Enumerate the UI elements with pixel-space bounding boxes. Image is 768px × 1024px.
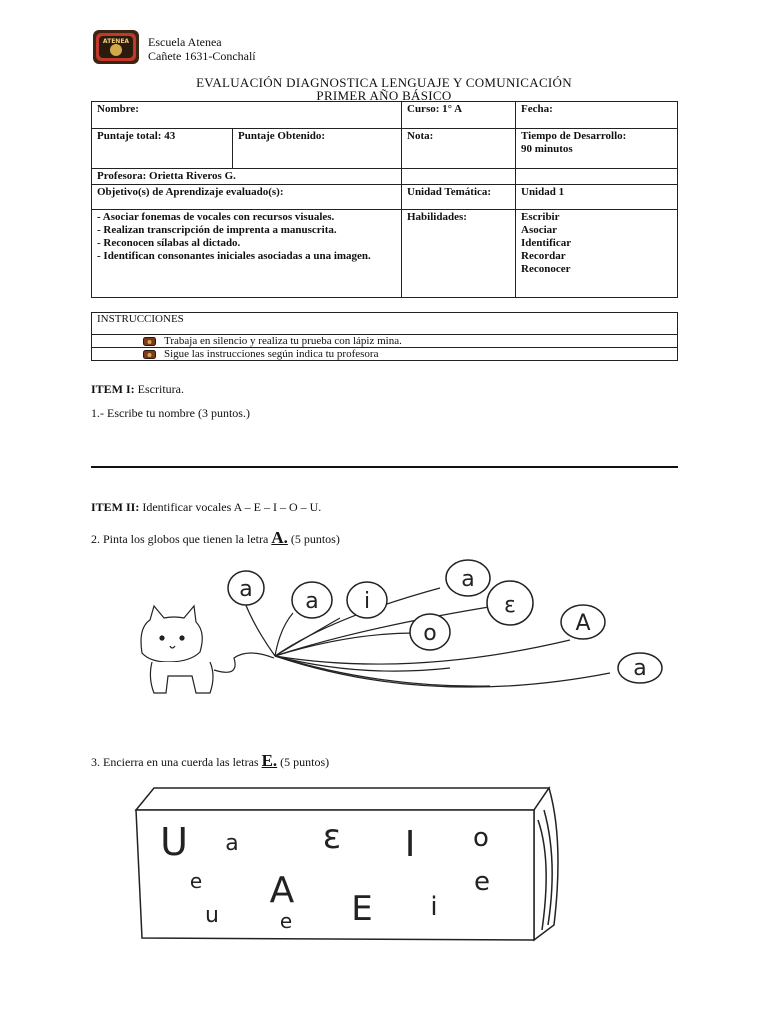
balloons-illustration[interactable] bbox=[130, 558, 690, 708]
habilidad-item: Reconocer bbox=[521, 263, 571, 275]
puntaje-obtenido-cell: Puntaje Obtenido: bbox=[233, 129, 402, 169]
school-logo bbox=[92, 29, 140, 65]
unidad-tematica-cell: Unidad Temática: bbox=[402, 185, 516, 210]
book-illustration[interactable] bbox=[134, 780, 574, 950]
q3-points: (5 puntos) bbox=[280, 755, 330, 769]
item1-heading bbox=[91, 382, 184, 397]
instructions-table bbox=[91, 312, 678, 361]
habilidades-list bbox=[516, 210, 678, 298]
book-letter: e bbox=[279, 909, 293, 933]
school-info bbox=[148, 35, 256, 63]
instruction-row bbox=[92, 348, 678, 361]
book-top bbox=[136, 788, 549, 810]
curso-cell: Curso: 1° A bbox=[402, 102, 516, 129]
fecha-cell: Fecha: bbox=[516, 102, 678, 129]
balloon-letter: ε bbox=[504, 593, 516, 618]
balloon-letter: i bbox=[363, 589, 371, 614]
exam-subtitle: PRIMER AÑO BÁSICO bbox=[316, 88, 452, 103]
balloon-letter: a bbox=[305, 589, 319, 614]
school-address: Cañete 1631-Conchalí bbox=[148, 49, 256, 63]
item2-label: ITEM II: bbox=[91, 500, 140, 514]
item2-heading bbox=[91, 500, 321, 515]
book-letter: e bbox=[474, 867, 490, 897]
logo-bullet-icon bbox=[143, 350, 156, 359]
habilidad-item: Identificar bbox=[521, 237, 572, 249]
objetivo-item: - Reconocen sílabas al dictado. bbox=[97, 237, 241, 249]
book-letter: i bbox=[430, 892, 438, 922]
puntaje-total-cell: Puntaje total: 43 bbox=[92, 129, 233, 169]
objetivo-item: - Identifican consonantes iniciales asociadas a una imagen. bbox=[97, 250, 371, 262]
book-letter: E bbox=[351, 889, 373, 929]
objetivos-list bbox=[92, 210, 402, 298]
nota-cell: Nota: bbox=[402, 129, 516, 169]
habilidades-label: Habilidades: bbox=[402, 210, 516, 298]
question-3 bbox=[91, 751, 329, 771]
balloon-letter: a bbox=[461, 567, 475, 592]
profesora-cell: Profesora: Orietta Riveros G. bbox=[92, 169, 402, 185]
question-1: 1.- Escribe tu nombre (3 puntos.) bbox=[91, 406, 250, 420]
logo-text: ATENEA bbox=[102, 38, 130, 45]
unidad-cell: Unidad 1 bbox=[516, 185, 678, 210]
book-letter: a bbox=[225, 831, 239, 856]
balloon-letter: A bbox=[575, 611, 591, 636]
item1-label: ITEM I: bbox=[91, 382, 135, 396]
balloon-letter: a bbox=[633, 656, 647, 681]
objetivo-item: - Asociar fonemas de vocales con recursos visuales. bbox=[97, 211, 335, 223]
objetivo-item: - Realizan transcripción de imprenta a manuscrita. bbox=[97, 224, 337, 236]
exam-title: EVALUACIÓN DIAGNOSTICA LENGUAJE Y COMUNICACIÓN bbox=[196, 75, 572, 90]
objetivos-header: Objetivo(s) de Aprendizaje evaluado(s): bbox=[92, 185, 402, 210]
book-letter: u bbox=[205, 903, 219, 928]
instructions-title: INSTRUCCIONES bbox=[92, 313, 678, 335]
tiempo-value: 90 minutos bbox=[521, 143, 573, 155]
habilidad-item: Escribir bbox=[521, 211, 560, 223]
book-letter: e bbox=[189, 869, 203, 893]
question-2 bbox=[91, 528, 340, 548]
book-letter: U bbox=[160, 820, 188, 864]
cat-drawing bbox=[141, 606, 274, 693]
instruction-text: Trabaja en silencio y realiza tu prueba con lápiz mina. bbox=[164, 335, 402, 347]
book-letter: ε bbox=[322, 817, 342, 857]
book-letter: o bbox=[473, 823, 489, 853]
school-name: Escuela Atenea bbox=[148, 35, 222, 49]
q2-prompt: 2. Pinta los globos que tienen la letra bbox=[91, 532, 269, 546]
nombre-cell: Nombre: bbox=[92, 102, 402, 129]
q2-points: (5 puntos) bbox=[290, 532, 340, 546]
book-letter: A bbox=[269, 870, 295, 911]
balloon-letter: o bbox=[423, 621, 437, 646]
habilidad-item: Asociar bbox=[521, 224, 558, 236]
tiempo-label: Tiempo de Desarrollo: bbox=[521, 130, 627, 142]
item2-text: Identificar vocales A – E – I – O – U. bbox=[142, 500, 322, 514]
balloon-letter: a bbox=[239, 577, 253, 602]
q2-letter: A. bbox=[271, 528, 288, 547]
info-table bbox=[91, 101, 678, 298]
book-letter: I bbox=[404, 824, 416, 865]
habilidad-item: Recordar bbox=[521, 250, 566, 262]
name-answer-line[interactable] bbox=[91, 466, 678, 468]
instruction-text: Sigue las instrucciones según indica tu profesora bbox=[164, 348, 379, 360]
q3-prompt: 3. Encierra en una cuerda las letras bbox=[91, 755, 259, 769]
q3-letter: E. bbox=[261, 751, 278, 770]
tiempo-cell bbox=[516, 129, 678, 169]
logo-bullet-icon bbox=[143, 337, 156, 346]
instruction-row bbox=[92, 335, 678, 348]
item1-text: Escritura. bbox=[137, 382, 184, 396]
